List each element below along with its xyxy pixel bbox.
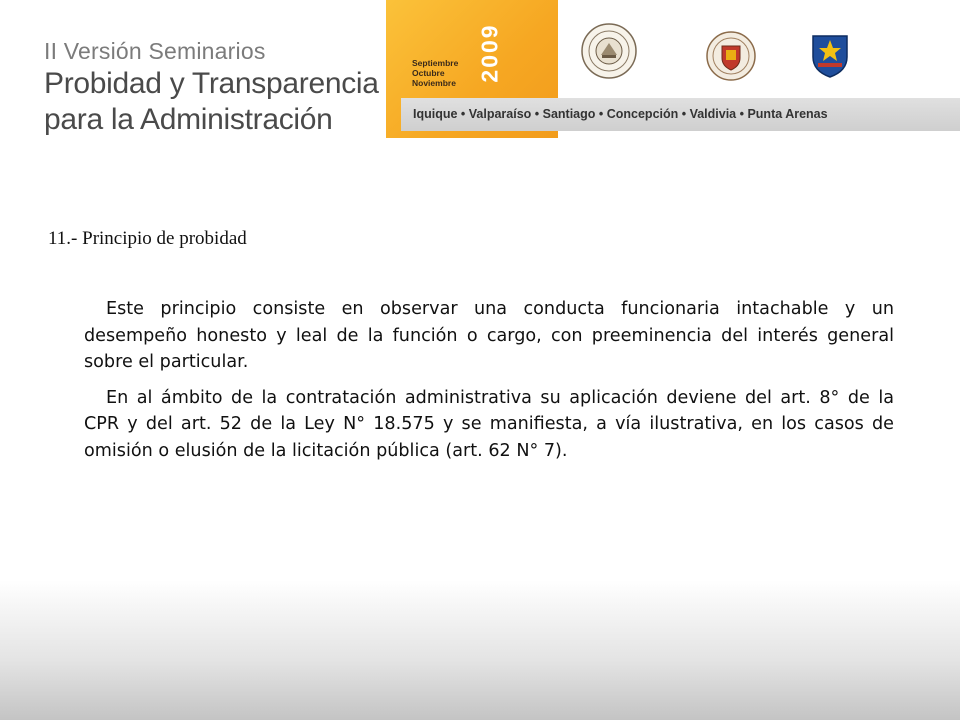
university-seal-icon [706, 30, 756, 82]
cities-bar [401, 98, 960, 131]
main-title [44, 66, 384, 138]
contraloria-seal-icon [580, 22, 638, 80]
body-text [84, 296, 894, 473]
month-september: Septiembre [412, 58, 459, 68]
seminar-header [0, 0, 960, 140]
cities-list: Iquique • Valparaíso • Santiago • Concepción • Valdivia • Punta Arenas [413, 107, 828, 121]
month-october: Octubre [412, 68, 445, 78]
months-list [412, 58, 458, 88]
section-heading: 11.- Principio de probidad [48, 228, 247, 249]
paragraph-1: Este principio consiste en observar una conducta funcionaria intachable y un desempeño honesto y leal de la función o cargo, con preeminencia del interés general sobre el particular. [84, 299, 894, 372]
main-title-line-1: Probidad y Transparencia [44, 67, 379, 100]
year-label [476, 18, 503, 88]
main-title-line-2: para la Administración [44, 103, 333, 136]
university-shield-icon [810, 33, 850, 79]
logos-area [558, 0, 960, 96]
year-text: 2009 [476, 23, 503, 83]
series-title: II Versión Seminarios [44, 38, 266, 64]
month-november: Noviembre [412, 78, 456, 88]
paragraph-2: En al ámbito de la contratación administrativa su aplicación deviene del art. 8° de la CPR y del art. 52 de la Ley N° 18.575 y se manifiesta, a vía ilustrativa, en los casos de omisión o elusión de la licitación pública (art. 62 N° 7). [84, 387, 894, 461]
